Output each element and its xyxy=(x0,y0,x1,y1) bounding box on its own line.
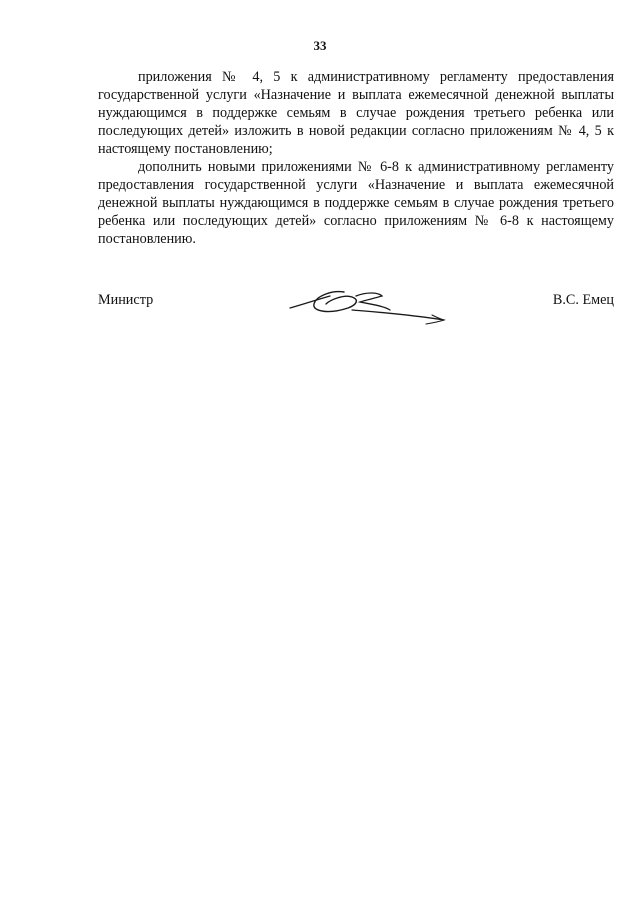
signatory-name: В.С. Емец xyxy=(552,292,614,308)
signatory-position: Министр xyxy=(98,292,154,308)
page-number: 33 xyxy=(313,38,327,53)
handwritten-signature xyxy=(286,282,446,326)
signature-block xyxy=(98,282,614,332)
document-body xyxy=(98,68,614,248)
paragraph-2: дополнить новыми приложениями № 6-8 к административному регламенту предоставления государственной услуги «Назначение и выплата ежемесячной денежной выплаты нуждающимся в поддержке семьям в случае рождения третьего ребенка или последующих детей» согласно приложениям № 6-8 к настоящему постановлению. xyxy=(98,159,614,247)
paragraph-1: приложения № 4, 5 к административному регламенту предоставления государственной услуги «Назначение и выплата ежемесячной денежной выплаты нуждающимся в поддержке семьям в случае рождения третьего ребенка или последующих детей» изложить в новой редакции согласно приложениям № 4, 5 к настоящему постановлению; xyxy=(98,69,614,157)
